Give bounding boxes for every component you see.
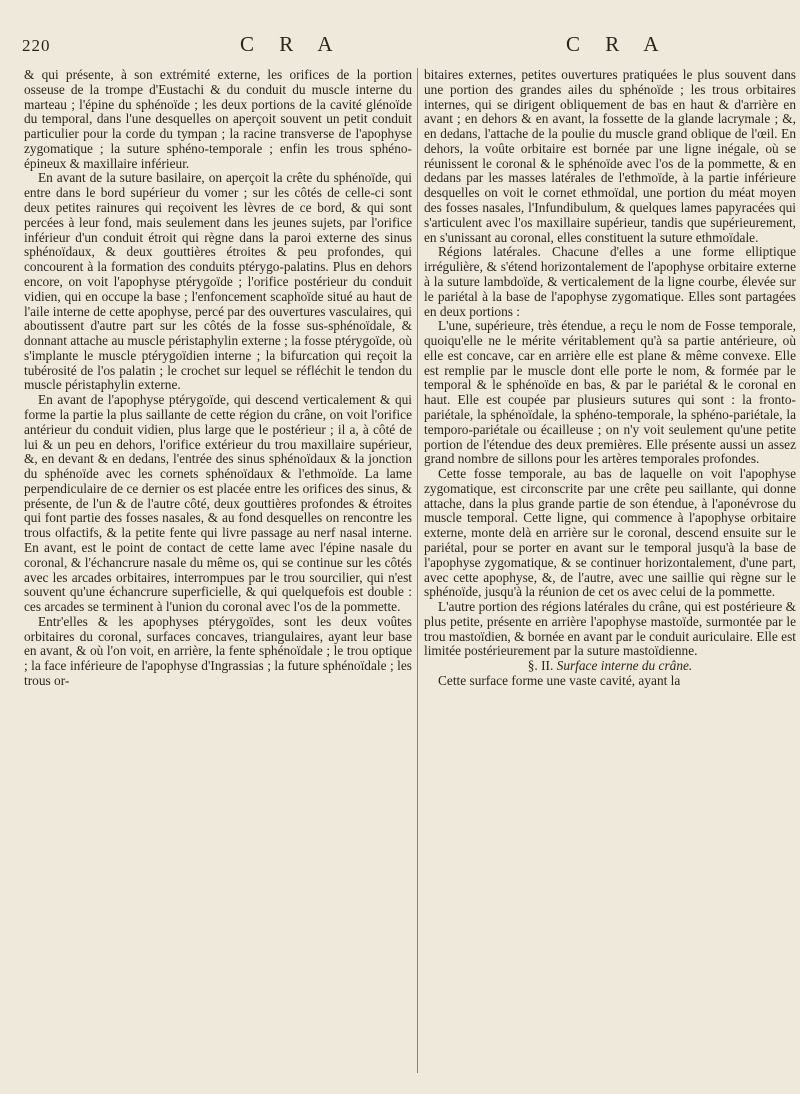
paragraph: En avant de l'apophyse ptérygoïde, qui descend verticalement & qui forme la partie la plus saillante de cette région du crâne, on voit l'orifice antérieur du conduit vidien, plus large que le postérieur ; il a, à côté de lui & un peu en dehors, l'orifice extérieur du trou maxillaire supérieur, &, en devant & en dedans, l'entrée des sinus sphénoïdaux & la jonction du sphénoïde avec les cornets sphénoïdaux & l'ethmoïde. La lame perpendiculaire de ce dernier os est placée entre les orifices des sinus, & présente, de l'un & de l'autre côté, deux gouttières profondes & étroites qui font partie des fosses nasales, & au fond desquelles on rencontre les trous olfactifs, & la petite fente qui livre passage au nerf nasal interne. En avant, est le point de contact de cette lame avec l'épine nasale du coronal, & l'échancrure nasale du même os, qui se continue sur les côtés avec les arcades orbitaires, interrompues par le trou sourcilier, qui n'est souvent qu'une échancrure superficielle, & qui quelquefois est double : ces arcades se terminent à l'union du coronal avec l'os de la pommette. [24, 392, 412, 615]
paragraph: Cette surface forme une vaste cavité, ayant la [438, 673, 681, 689]
paragraph: Régions latérales. Chacune d'elles a une forme elliptique irrégulière, & s'étend horizontalement de l'apophyse orbitaire externe à la suture lambdoïde, & verticalement de la ligne courbe, élevée sur le pariétal à la base de l'apophyse zygomatique. Elles sont partagées en deux portions : [424, 244, 796, 319]
section-number: §. II. [527, 658, 554, 674]
page-number: 220 [22, 36, 51, 55]
paragraph: En avant de la suture basilaire, on aperçoit la crête du sphénoïde, qui entre dans le bord supérieur du vomer ; sur les côtés de celle-ci sont deux petites rainures qui reçoivent les lèvres de ce bord, & qui sont percées à leur fond, mais seulement dans les jeunes sujets, par l'orifice inférieur d'un conduit étroit qui règne dans la paroi externe des sinus sphénoïdaux, & deux gouttières étroites & peu profondes, qui concourent à la formation des conduits ptérygo-palatins. Plus en dehors encore, on voit l'apophyse ptérygoïde ; l'orifice postérieur du conduit vidien, qui en occupe la base ; l'enfoncement scaphoïde situé au haut de l'aile interne de cette apophyse, percé par des ouvertures vasculaires, qui aboutissent d'autre part sur les côtés de la fosse sus-sphénoïdale, & donnant attache au muscle péristaphylin externe ; la fosse ptérygoïde, où s'implante le muscle ptérygoïdien interne ; la bifurcation qui reçoit la tubérosité de l'os palatin ; le crochet sur lequel se réfléchit le tendon du muscle péristaphylin externe. [24, 170, 412, 393]
paragraph: Entr'elles & les apophyses ptérygoïdes, sont les deux voûtes orbitaires du coronal, surfaces concaves, triangulaires, ayant leur base en avant, & où l'on voit, en arrière, la fente sphénoïdale ; le trou optique ; la face inférieure de l'apophyse d'Ingrassias ; la future sphénoïdale ; les trous or- [24, 613, 412, 689]
paragraph: Cette fosse temporale, au bas de laquelle on voit l'apophyse zygomatique, est circonscrite par une crête peu saillante, qui donne attache, dans la plus grande partie de son étendue, à l'aponévrose du muscle temporal. Cette ligne, qui commence à l'apophyse orbitaire externe, monte delà en arrière sur le coronal, descend ensuite sur le pariétal, pour se porter en avant sur le temporal jusqu'à la base de l'apophyse zygomatique, & se continuer horizontalement, d'une part, avec cette apophyse, &, de l'autre, avec une saillie qui règne sur le sphénoïde, jusqu'à la réunion de cet os avec celui de la pommette. [424, 466, 796, 600]
right-column [424, 68, 796, 1078]
paragraph: & qui présente, à son extrémité externe, les orifices de la portion osseuse de la trompe d'Eustachi & du conduit du muscle interne du marteau ; l'épine du sphénoïde ; les deux portions de la cavité glénoïde du temporal, dans l'une desquelles on aperçoit souvent un petit conduit particulier pour la corde du tympan ; la racine transverse de l'apophyse zygomatique ; la suture sphéno-temporale ; enfin les trous sphéno-épineux & maxillaire inférieur. [24, 68, 412, 171]
running-title-left: C R A [240, 32, 343, 56]
column-divider [417, 68, 418, 1073]
paragraph: L'autre portion des régions latérales du crâne, qui est postérieure & plus petite, présente en arrière l'apophyse mastoïde, surmontée par le trou mastoïdien, & bornée en avant par le conduit auriculaire. Elle est limitée postérieurement par la suture mastoïdienne. [424, 599, 796, 659]
running-head [0, 34, 800, 58]
left-column [24, 68, 412, 1078]
paragraph: bitaires externes, petites ouvertures pratiquées le plus souvent dans une portion des grandes ailes du sphénoïde ; les trous orbitaires internes, qui se dirigent obliquement de bas en haut & d'arrière en avant ; en dehors & en avant, la fossette de la glande lacrymale ; &, en dedans, l'attache de la poulie du muscle grand oblique de l'œil. En dehors, la voûte orbitaire est bornée par une ligne inégale, où se réunissent le coronal & le sphénoïde avec l'os de la pommette, & en dedans par les masses latérales de l'ethmoïde, à la partie inférieure desquelles on voit le cornet ethmoïdal, une portion du méat moyen des fosses nasales, l'Infundibulum, & quelques lames papyracées qui s'articulent avec l'os maxillaire supérieur, tandis que supérieurement, en s'unissant au coronal, elles constituent la suture ethmoïdale. [424, 68, 796, 245]
section-title: Surface interne du crâne. [556, 658, 693, 674]
running-title-right: C R A [566, 32, 669, 56]
section-heading [424, 659, 796, 674]
paragraph: L'une, supérieure, très étendue, a reçu le nom de Fosse temporale, quoiqu'elle ne le mérite véritablement qu'à sa partie antérieure, où elle est concave, car en arrière elle est plane & même convexe. Elle est remplie par le muscle dont elle porte le nom, & formée par le temporal & le sphénoïde en bas, & par le pariétal & le coronal en haut. Elle est coupée par plusieurs sutures qui sont : la fronto-pariétale, la sphénoïdale, la sphéno-temporale, la sphéno-pariétale, la temporo-pariétale ou écailleuse ; on n'y voit seulement qu'une petite portion de l'étendue des deux premières. Elle présente aussi un assez grand nombre de sillons pour les artères temporales profondes. [424, 318, 796, 467]
